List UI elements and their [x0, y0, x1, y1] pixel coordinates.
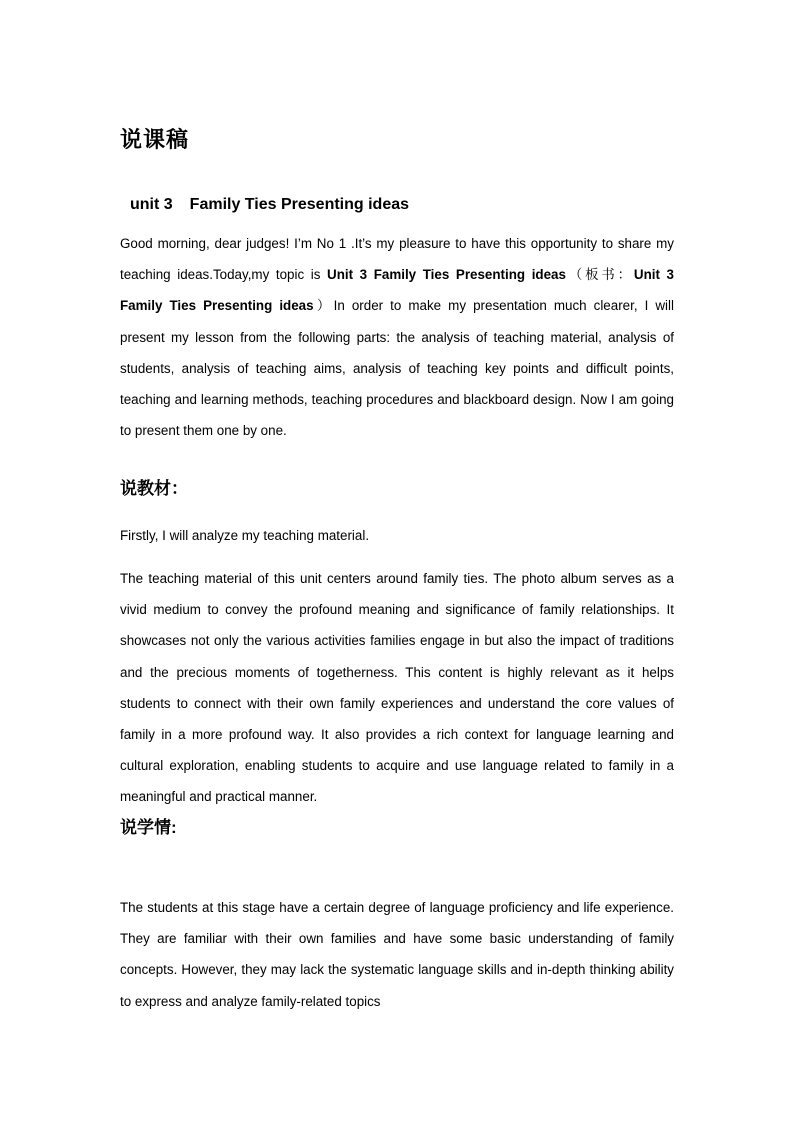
intro-paragraph [120, 228, 674, 446]
document-title: 说课稿 [120, 127, 190, 152]
section-heading-students: 说学情: [120, 818, 177, 837]
material-lead-paragraph: Firstly, I will analyze my teaching material. [120, 528, 370, 543]
students-body-paragraph: The students at this stage have a certain degree of language proficiency and life experience. They are familiar with their own families and have some basic understanding of family concepts. However, they may lack the systematic language skills and in-depth thinking ability to express and analyze family-related topics [120, 900, 674, 1009]
subtitle-topic: Family Ties Presenting ideas [189, 196, 410, 213]
intro-text-1: Good morning, dear judges! I’m No 1 .It’s my pleasure to have this opportunity to share my teaching ideas.Today,my topic is [120, 236, 674, 283]
subtitle-unit: unit 3 [130, 196, 173, 213]
intro-blackboard-bold: Unit 3 Family Ties Presenting ideas [120, 267, 674, 314]
intro-topic-bold: Unit 3 Family Ties Presenting ideas [327, 267, 566, 283]
lesson-subtitle [130, 196, 409, 214]
section-heading-material: 说教材： [120, 479, 188, 498]
material-body-paragraph: The teaching material of this unit centers around family ties. The photo album serves as a vivid medium to convey the profound meaning and significance of family relationships. It showcases not only the various activities families engage in but also the impact of traditions and the precious moments of togetherness. This content is highly relevant as it helps students to connect with their own family experiences and understand the core values of family in a more profound way. It also provides a rich context for language learning and cultural exploration, enabling students to acquire and use language related to family in a meaningful and practical manner. [120, 571, 674, 805]
intro-text-2: （板书： [565, 267, 634, 283]
intro-text-3: ）In order to make my presentation much clearer, I will present my lesson from the following parts: the analysis of teaching material, analysis of students, analysis of teaching aims, analysis of teaching key points and difficult points, teaching and learning methods, teaching procedures and blackboard design. Now I am going to present them one by one. [120, 298, 674, 439]
